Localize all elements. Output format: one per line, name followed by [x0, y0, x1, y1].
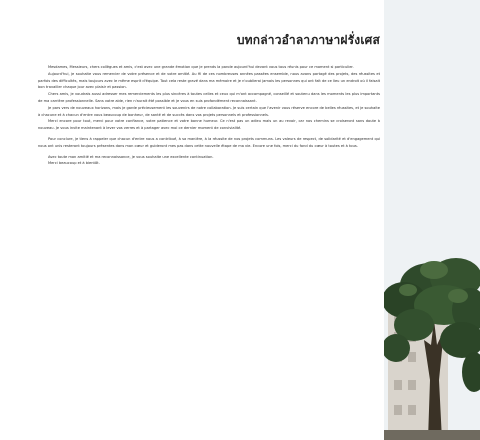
- photo-illustration: [384, 0, 480, 440]
- document-text-column: [38, 10, 380, 167]
- paragraph-6: Pour conclure, je tiens à rappeler que chacun d'entre nous a contribué, à sa manière, à la réussite de nos projets communs. Les valeurs de respect, de solidarité et d'engagement qui nous ont unis resteront toujours présentes dans mon cœur et guideront mes pas dans cette nouvelle étape de ma vie. Encore une fois, merci du fond du cœur à toutes et à tous.: [38, 136, 380, 148]
- closing-line-2: Merci beaucoup et à bientôt.: [48, 161, 100, 166]
- paragraph-5: Merci encore pour tout, merci pour votre confiance, votre patience et votre bonne humeur. Ce n'est pas un adieu mais un au revoir, car nos chemins se croiseront sans doute à nouveau. Je vous invite maintenant à lever vos verres et à partager avec moi ce dernier moment de convivialité.: [38, 119, 380, 131]
- document-body: [38, 64, 380, 167]
- paragraph-2: Aujourd'hui, je souhaite vous remercier de votre présence et de votre amitié. Au fil de ces nombreuses années passées ensemble, nous avons partagé des projets, des réussites et parfois des difficultés, mais toujours avec le même esprit d'équipe. Tout cela reste gravé dans ma mémoire et je n'oublierai jamais les personnes qui ont fait de ce lieu un endroit où il faisait bon travailler chaque jour avec plaisir et passion.: [38, 71, 380, 90]
- paragraph-4: Je pars vers de nouveaux horizons, mais je garde précieusement les souvenirs de notre collaboration. Je suis certain que l'avenir vous réserve encore de belles réussites, et je souhaite à chacune et à chacun d'entre vous beaucoup de bonheur, de santé et de succès dans vos projets personnels et professionnels.: [38, 105, 380, 117]
- page-title: บทกล่าวอำลาภาษาฝรั่งเศส: [236, 33, 380, 47]
- paragraph-3: Chers amis, je voudrais aussi adresser mes remerciements les plus sincères à toutes celles et ceux qui m'ont accompagné, conseillé et soutenu dans les moments les plus importants de ma carrière professionnelle. Sans votre aide, rien n'aurait été possible et je vous en suis profondément reconnaissant.: [38, 92, 380, 103]
- tree-and-building-photo: [384, 0, 480, 440]
- closing-line-1: Avec toute mon amitié et ma reconnaissance, je vous souhaite une excellente continuation.: [48, 154, 214, 159]
- paragraph-1: Mesdames, Messieurs, chers collègues et amis, c'est avec une grande émotion que je prends la parole aujourd'hui devant vous tous réunis pour ce moment si particulier.: [48, 65, 354, 69]
